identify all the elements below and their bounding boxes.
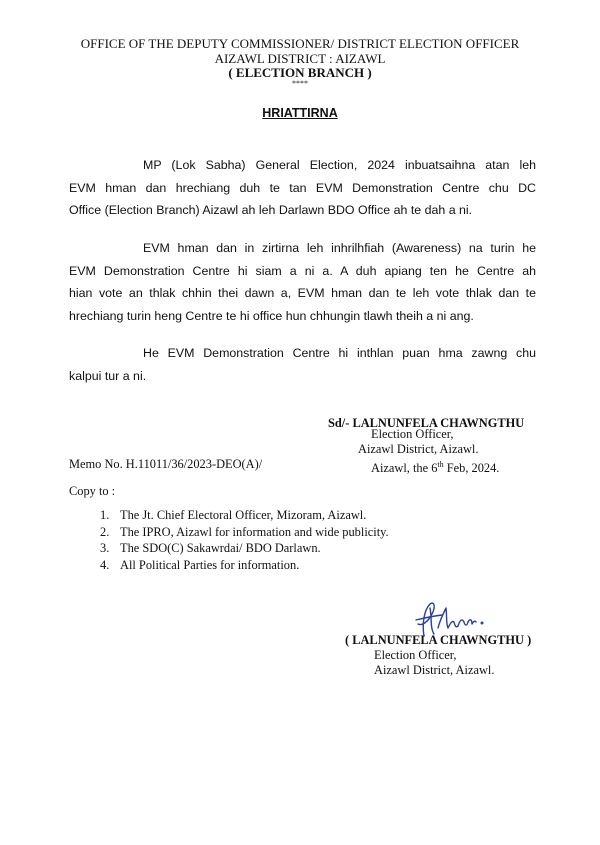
copy-to-label: Copy to : bbox=[69, 484, 116, 498]
paragraph-line: MP (Lok Sabha) General Election, 2024 inbuatsaihna atan leh bbox=[143, 158, 536, 172]
paragraph-2 bbox=[69, 237, 536, 327]
list-item bbox=[100, 557, 389, 574]
office-heading: OFFICE OF THE DEPUTY COMMISSIONER/ DISTRICT ELECTION OFFICER bbox=[80, 36, 520, 51]
paragraph-line: EVM hman dan hrechiang duh te tan EVM Demonstration Centre chu DC bbox=[69, 180, 536, 195]
list-number: 4. bbox=[100, 557, 110, 572]
list-text: The IPRO, Aizawl for information and wide publicity. bbox=[120, 524, 389, 539]
paragraph-line: kalpui tur a ni. bbox=[69, 368, 147, 383]
list-item bbox=[100, 507, 389, 524]
bottom-district: Aizawl District, Aizawl. bbox=[374, 663, 495, 677]
copy-list bbox=[100, 507, 389, 573]
paragraph-3 bbox=[69, 342, 536, 387]
list-number: 2. bbox=[100, 524, 110, 539]
date-suffix: Feb, 2024. bbox=[443, 461, 500, 476]
paragraph-line: He EVM Demonstration Centre hi inthlan puan hma zawng chu bbox=[143, 346, 536, 360]
paragraph-line: EVM Demonstration Centre hi siam a ni a. A duh apiang ten he Centre ah bbox=[69, 263, 536, 278]
district-heading: AIZAWL DISTRICT : AIZAWL bbox=[214, 51, 386, 66]
stars-divider: **** bbox=[292, 79, 308, 88]
paragraph-1 bbox=[69, 154, 536, 222]
date-prefix: Aizawl, the 6 bbox=[371, 461, 438, 476]
paragraph-line: Office (Election Branch) Aizawl ah leh Darlawn BDO Office ah te dah a ni. bbox=[69, 203, 473, 217]
notice-title: HRIATTIRNA bbox=[262, 106, 338, 120]
signature-district: Aizawl District, Aizawl. bbox=[358, 442, 479, 456]
list-number: 1. bbox=[100, 508, 110, 522]
signature-designation bbox=[371, 427, 454, 442]
signed-name: Sd/- LALNUNFELA CHAWNGTHU bbox=[328, 416, 525, 430]
list-number: 3. bbox=[100, 541, 110, 555]
list-text: The Jt. Chief Electoral Officer, Mizoram, Aizawl. bbox=[120, 508, 367, 522]
list-text: All Political Parties for information. bbox=[120, 557, 300, 572]
designation-text: Election Officer, bbox=[371, 427, 454, 441]
paragraph-line: hian vote an thlak chhin thei dawn a, EVM hman dan te leh vote thlak dan te bbox=[69, 286, 536, 300]
list-item bbox=[100, 524, 389, 541]
issue-date bbox=[371, 457, 499, 476]
bottom-designation: Election Officer, bbox=[374, 648, 457, 662]
paragraph-line: EVM hman dan in zirtirna leh inhrilhfiah (Awareness) na turin he bbox=[143, 241, 536, 255]
paragraph-line: hrechiang turin heng Centre te hi office hun chhungin tlawh theih a ni ang. bbox=[69, 308, 474, 323]
list-text: The SDO(C) Sakawrdai/ BDO Darlawn. bbox=[120, 541, 321, 555]
memo-number: Memo No. H.11011/36/2023-DEO(A)/ bbox=[69, 457, 263, 471]
bottom-signatory-name: ( LALNUNFELA CHAWNGTHU ) bbox=[345, 633, 532, 647]
branch-heading: ( ELECTION BRANCH ) bbox=[228, 65, 372, 80]
date-superscript: th bbox=[437, 460, 444, 469]
list-item bbox=[100, 540, 389, 557]
